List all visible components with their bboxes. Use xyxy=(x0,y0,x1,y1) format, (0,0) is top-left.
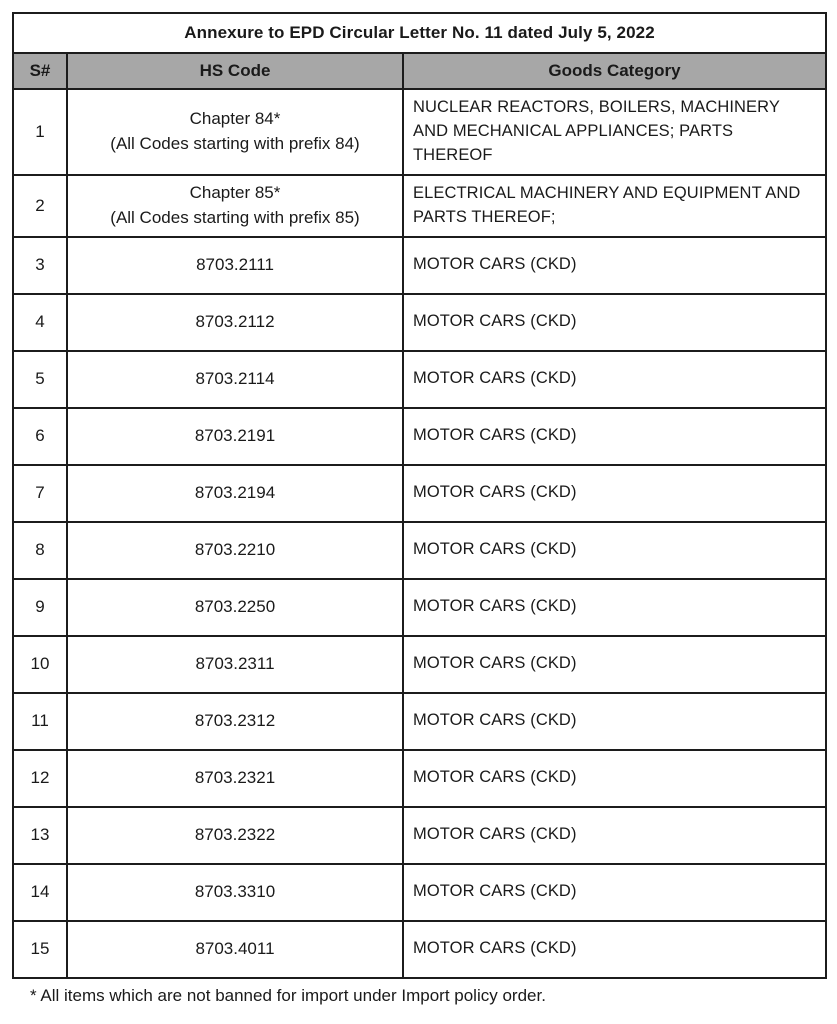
serial-number-cell: 14 xyxy=(13,864,67,921)
hs-code-line: 8703.2210 xyxy=(194,539,276,559)
serial-number-cell: 11 xyxy=(13,693,67,750)
goods-category-cell: MOTOR CARS (CKD) xyxy=(403,237,826,294)
table-row xyxy=(13,408,826,465)
hs-code-cell xyxy=(67,522,403,579)
serial-number-cell: 1 xyxy=(13,89,67,175)
goods-category-cell: MOTOR CARS (CKD) xyxy=(403,807,826,864)
table-row xyxy=(13,864,826,921)
goods-category-cell: MOTOR CARS (CKD) xyxy=(403,693,826,750)
hs-code-line: 8703.4011 xyxy=(195,938,275,958)
goods-category-cell: MOTOR CARS (CKD) xyxy=(403,579,826,636)
goods-category-cell: MOTOR CARS (CKD) xyxy=(403,408,826,465)
hs-code-cell xyxy=(67,693,403,750)
hs-code-line: 8703.2250 xyxy=(194,596,276,616)
table-row xyxy=(13,750,826,807)
serial-number-cell: 13 xyxy=(13,807,67,864)
hs-code-line: 8703.2112 xyxy=(195,311,275,331)
hs-code-line: (All Codes starting with prefix 85) xyxy=(110,207,360,227)
table-row xyxy=(13,465,826,522)
hs-code-line: Chapter 85* xyxy=(189,183,281,203)
hs-code-cell xyxy=(67,408,403,465)
hs-code-line: (All Codes starting with prefix 84) xyxy=(110,133,360,153)
hs-code-cell xyxy=(67,921,403,978)
header-row xyxy=(13,53,826,89)
hs-code-cell xyxy=(67,864,403,921)
serial-number-cell: 9 xyxy=(13,579,67,636)
table-row xyxy=(13,636,826,693)
goods-category-cell: MOTOR CARS (CKD) xyxy=(403,864,826,921)
goods-category-cell: MOTOR CARS (CKD) xyxy=(403,351,826,408)
hs-code-line: 8703.2191 xyxy=(194,425,276,445)
goods-category-cell: MOTOR CARS (CKD) xyxy=(403,294,826,351)
serial-number-cell: 3 xyxy=(13,237,67,294)
table-row xyxy=(13,351,826,408)
hs-code-cell xyxy=(67,636,403,693)
serial-number-cell: 10 xyxy=(13,636,67,693)
table-body xyxy=(13,89,826,978)
serial-number-cell: 8 xyxy=(13,522,67,579)
hs-code-cell xyxy=(67,807,403,864)
hs-code-cell xyxy=(67,175,403,237)
goods-category-cell: ELECTRICAL MACHINERY AND EQUIPMENT AND PARTS THEREOF; xyxy=(403,175,826,237)
serial-number-cell: 2 xyxy=(13,175,67,237)
table-row xyxy=(13,522,826,579)
hs-code-cell xyxy=(67,579,403,636)
serial-number-cell: 15 xyxy=(13,921,67,978)
hs-code-cell xyxy=(67,750,403,807)
column-header-goods-category: Goods Category xyxy=(403,53,826,89)
column-header-sno: S# xyxy=(13,53,67,89)
table-row xyxy=(13,807,826,864)
hs-code-line: 8703.3310 xyxy=(194,881,276,901)
document-title: Annexure to EPD Circular Letter No. 11 dated July 5, 2022 xyxy=(13,13,826,53)
hs-code-cell xyxy=(67,294,403,351)
hs-code-line: Chapter 84* xyxy=(189,109,281,129)
goods-category-cell: MOTOR CARS (CKD) xyxy=(403,636,826,693)
hs-code-line: 8703.2322 xyxy=(194,824,276,844)
hs-code-line: 8703.2311 xyxy=(195,653,275,673)
serial-number-cell: 6 xyxy=(13,408,67,465)
column-header-hs-code: HS Code xyxy=(67,53,403,89)
goods-category-cell: MOTOR CARS (CKD) xyxy=(403,750,826,807)
table-row xyxy=(13,579,826,636)
hs-code-line: 8703.2321 xyxy=(194,767,276,787)
hs-code-cell xyxy=(67,237,403,294)
hs-code-line: 8703.2312 xyxy=(194,710,276,730)
serial-number-cell: 12 xyxy=(13,750,67,807)
serial-number-cell: 4 xyxy=(13,294,67,351)
hs-code-cell xyxy=(67,465,403,522)
goods-category-cell: MOTOR CARS (CKD) xyxy=(403,921,826,978)
annexure-table xyxy=(12,12,827,979)
goods-category-cell: NUCLEAR REACTORS, BOILERS, MACHINERY AND MECHANICAL APPLIANCES; PARTS THEREOF xyxy=(403,89,826,175)
table-row xyxy=(13,89,826,175)
table-row xyxy=(13,294,826,351)
serial-number-cell: 7 xyxy=(13,465,67,522)
hs-code-line: 8703.2114 xyxy=(195,368,275,388)
hs-code-line: 8703.2194 xyxy=(194,482,276,502)
table-row xyxy=(13,175,826,237)
goods-category-cell: MOTOR CARS (CKD) xyxy=(403,522,826,579)
title-row xyxy=(13,13,826,53)
serial-number-cell: 5 xyxy=(13,351,67,408)
table-row xyxy=(13,237,826,294)
hs-code-cell xyxy=(67,351,403,408)
footnote: * All items which are not banned for import under Import policy order. xyxy=(30,986,546,1005)
hs-code-cell xyxy=(67,89,403,175)
table-row xyxy=(13,693,826,750)
hs-code-line: 8703.2111 xyxy=(196,254,274,274)
table-row xyxy=(13,921,826,978)
goods-category-cell: MOTOR CARS (CKD) xyxy=(403,465,826,522)
